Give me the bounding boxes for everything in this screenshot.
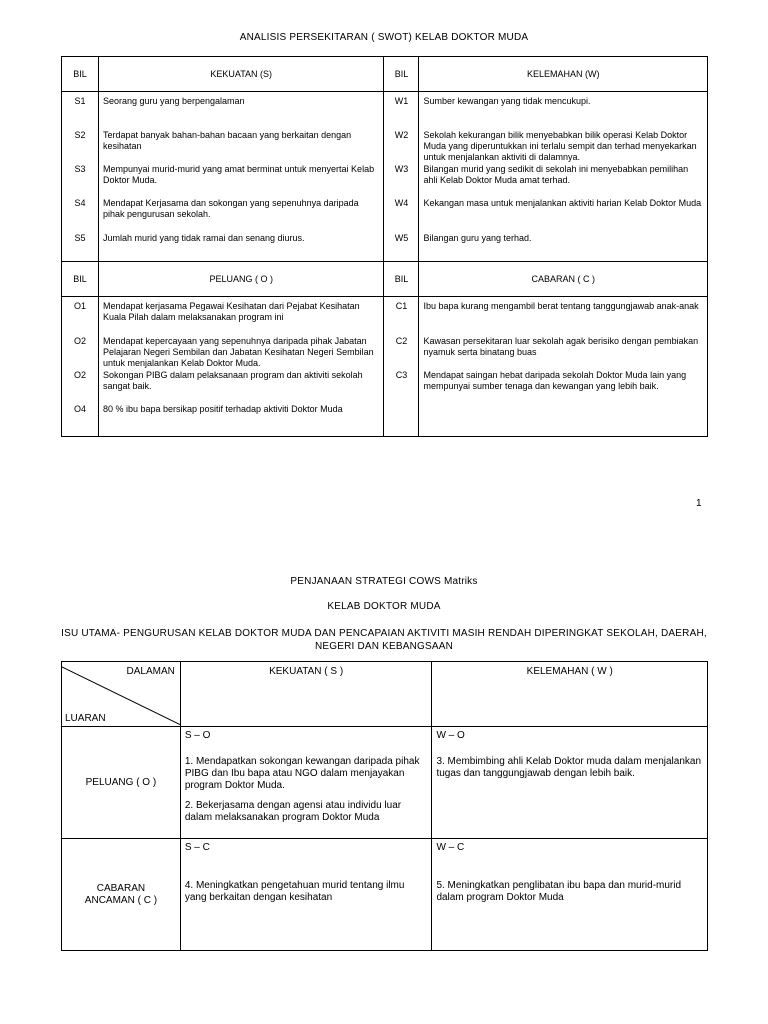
opportunity-code: O2 xyxy=(73,336,86,346)
strength-code: S4 xyxy=(74,198,86,208)
threat-text: Kawasan persekitaran luar sekolah agak berisiko dengan pembiakan nyamuk serta binatang buas xyxy=(423,336,699,357)
weakness-text: Sumber kewangan yang tidak mencukupi. xyxy=(423,96,591,106)
strength-text: Terdapat banyak bahan-bahan bacaan yang berkaitan dengan kesihatan xyxy=(102,130,352,151)
strength-text: Jumlah murid yang tidak ramai dan senang diurus. xyxy=(102,233,305,243)
w-o-item: 3. Membimbing ahli Kelab Doktor muda dalam menjalankan tugas dan tanggungjawab dengan lebih baik. xyxy=(436,756,702,779)
cell-s-c xyxy=(180,839,432,951)
opportunity-text: Mendapat kerjasama Pegawai Kesihatan dari Pejabat Kesihatan Kuala Pilah dalam melaksanakan program ini xyxy=(102,301,360,322)
kelemahan-header: KELEMAHAN (W) xyxy=(419,57,708,92)
threat-code: C3 xyxy=(395,370,408,380)
cows-subtitle: KELAB DOKTOR MUDA xyxy=(327,601,441,612)
cows-issue: ISU UTAMA- PENGURUSAN KELAB DOKTOR MUDA DAN PENCAPAIAN AKTIVITI MASIH RENDAH DIPERINGKAT SEKOLAH, DAERAH, NEGERI DAN KEBANGSAAN xyxy=(61,628,707,652)
opportunity-codes xyxy=(62,297,99,437)
strength-text: Mendapat Kerjasama dan sokongan yang sepenuhnya daripada pihak pengurusan sekolah. xyxy=(102,198,359,219)
bil-header: BIL xyxy=(384,262,419,297)
weakness-text: Bilangan guru yang terhad. xyxy=(423,233,532,243)
strength-code: S5 xyxy=(74,233,86,243)
strength-codes xyxy=(62,92,99,262)
row-header-cabaran xyxy=(62,839,181,951)
page-number: 1 xyxy=(696,498,702,509)
strength-code: S2 xyxy=(74,130,86,140)
weakness-text: Kekangan masa untuk menjalankan aktiviti harian Kelab Doktor Muda xyxy=(423,198,702,208)
cell-w-c xyxy=(432,839,708,951)
strength-code: S1 xyxy=(74,96,86,106)
opportunity-code: O4 xyxy=(73,404,86,414)
w-o-label: W – O xyxy=(436,730,465,741)
s-c-item: 4. Meningkatkan pengetahuan murid tentang ilmu yang berkaitan dengan kesihatan xyxy=(184,880,405,903)
swot-header-row-1 xyxy=(62,57,708,92)
strength-text: Seorang guru yang berpengalaman xyxy=(102,96,245,106)
s-o-label: S – O xyxy=(184,730,211,741)
cows-matrix xyxy=(61,661,708,951)
col-header-kekuatan: KEKUATAN ( S ) xyxy=(180,662,432,727)
weakness-code: W1 xyxy=(394,96,409,106)
w-c-item: 5. Meningkatkan penglibatan ibu bapa dan murid-murid dalam program Doktor Muda xyxy=(436,880,682,903)
cell-w-o xyxy=(432,727,708,839)
cows-row-cabaran xyxy=(62,839,708,951)
bil-header: BIL xyxy=(384,57,419,92)
threat-code: C2 xyxy=(395,336,408,346)
swot-row-sw xyxy=(62,92,708,262)
threat-text: Mendapat saingan hebat daripada sekolah Doktor Muda lain yang mempunyai sumber tenaga dan kewangan yang lebih baik. xyxy=(423,370,687,391)
s-o-item: 1. Mendapatkan sokongan kewangan daripada pihak PIBG dan Ibu bapa atau NGO dalam menjayakan program Doktor Muda. xyxy=(184,756,420,791)
cows-header-row xyxy=(62,662,708,727)
cabaran-label: CABARAN xyxy=(96,882,146,894)
weakness-codes xyxy=(384,92,419,262)
weakness-code: W2 xyxy=(394,130,409,140)
swot-header-row-2 xyxy=(62,262,708,297)
cell-s-o xyxy=(180,727,432,839)
threat-codes xyxy=(384,297,419,437)
cabaran-header: CABARAN ( C ) xyxy=(419,262,708,297)
swot-row-oc xyxy=(62,297,708,437)
swot-table xyxy=(61,56,708,437)
opportunity-text: 80 % ibu bapa bersikap positif terhadap aktiviti Doktor Muda xyxy=(102,404,343,414)
strength-code: S3 xyxy=(74,164,86,174)
opportunity-code: O2 xyxy=(73,370,86,380)
swot-title: ANALISIS PERSEKITARAN ( SWOT) KELAB DOKTOR MUDA xyxy=(239,32,529,43)
weakness-text: Bilangan murid yang sedikit di sekolah ini menyebabkan pemilihan ahli Kelab Doktor Muda amat terhad. xyxy=(423,164,689,185)
luaran-label: LUARAN xyxy=(65,713,106,724)
opportunity-text: Sokongan PIBG dalam pelaksanaan program dan aktiviti sekolah sangat baik. xyxy=(102,370,363,391)
row-header-peluang: PELUANG ( O ) xyxy=(62,727,181,839)
cows-title: PENJANAAN STRATEGI COWS Matriks xyxy=(290,576,478,587)
weakness-texts xyxy=(419,92,708,262)
strength-texts xyxy=(98,92,384,262)
weakness-text: Sekolah kekurangan bilik menyebabkan bilik operasi Kelab Doktor Muda yang diperuntukkan ini terlalu sempit dan terhad menyekarkan untuk menjalankan aktiviti di dalamnya. xyxy=(423,130,697,162)
ancaman-label: ANCAMAN ( C ) xyxy=(84,894,158,906)
threat-text: Ibu bapa kurang mengambil berat tentang tanggungjawab anak-anak xyxy=(423,301,699,311)
s-c-label: S – C xyxy=(184,842,210,853)
dalaman-label: DALAMAN xyxy=(126,666,175,677)
opportunity-texts xyxy=(98,297,384,437)
w-c-label: W – C xyxy=(436,842,465,853)
weakness-code: W4 xyxy=(394,198,409,208)
peluang-header: PELUANG ( O ) xyxy=(98,262,384,297)
col-header-kelemahan: KELEMAHAN ( W ) xyxy=(432,662,708,727)
kekuatan-header: KEKUATAN (S) xyxy=(98,57,384,92)
opportunity-code: O1 xyxy=(73,301,86,311)
weakness-code: W5 xyxy=(394,233,409,243)
opportunity-text: Mendapat kepercayaan yang sepenuhnya daripada pihak Jabatan Pelajaran Negeri Sembilan dan Jabatan Kesihatan Negeri Sembilan untuk menjalankan Kelab Doktor Muda. xyxy=(102,336,374,368)
bil-header: BIL xyxy=(62,262,99,297)
threat-texts xyxy=(419,297,708,437)
matrix-corner xyxy=(62,662,181,727)
weakness-code: W3 xyxy=(394,164,409,174)
strength-text: Mempunyai murid-murid yang amat berminat untuk menyertai Kelab Doktor Muda. xyxy=(102,164,375,185)
cows-row-peluang xyxy=(62,727,708,839)
threat-code: C1 xyxy=(395,301,408,311)
s-o-item: 2. Bekerjasama dengan agensi atau individu luar dalam melaksanakan program Doktor Muda xyxy=(184,800,402,823)
bil-header: BIL xyxy=(62,57,99,92)
